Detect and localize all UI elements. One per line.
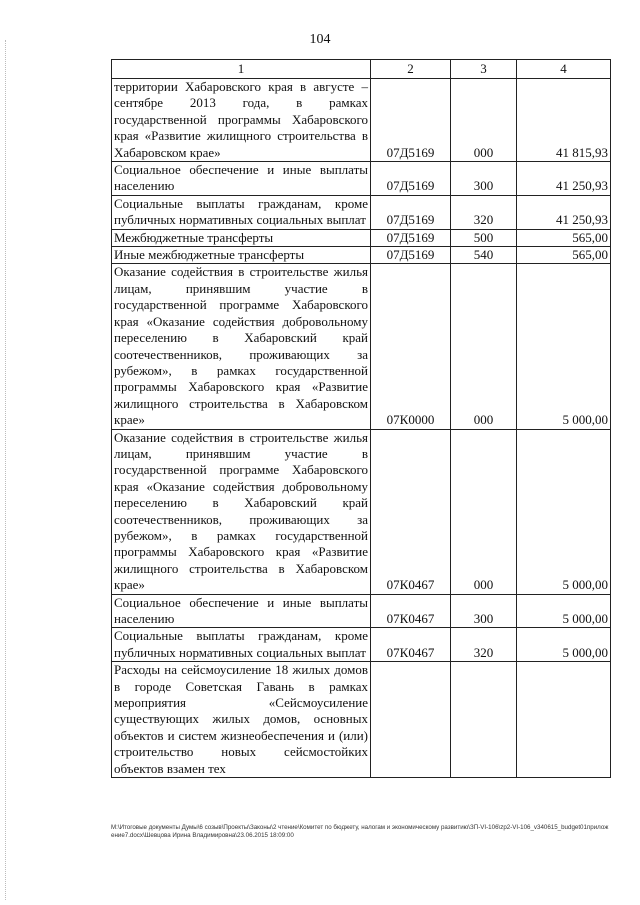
target-code: 07Д5169 (371, 229, 451, 246)
row-description: Социальные выплаты гражданам, кроме публичных нормативных социальных выплат (112, 628, 371, 662)
amount: 5 000,00 (517, 594, 611, 628)
row-description: Оказание содействия в строительстве жилья лицам, принявшим участие в государственной программе Хабаровского края «Оказание содействия добровольному переселению в Хабаровский край соотечественников, проживающих за рубежом», в рамках государственной программы Хабаровского края «Развитие жилищного строительства в Хабаровском крае» (112, 429, 371, 594)
amount: 5 000,00 (517, 264, 611, 429)
target-code: 07Д5169 (371, 79, 451, 162)
amount: 5 000,00 (517, 429, 611, 594)
table-row (112, 247, 611, 264)
table-row (112, 662, 611, 778)
amount: 41 815,93 (517, 79, 611, 162)
expense-type: 300 (451, 594, 517, 628)
column-header: 2 (371, 60, 451, 79)
expense-type: 000 (451, 79, 517, 162)
file-path-footer: M:\Итоговые документы Думы\6 созыв\Проекты\Законы\2 чтение\Комитет по бюджету, налогам и экономическому развитию\ЗП-VI-106\zp2-VI-106_v340615_budget01приложение7.docx\Шевцова Ирина Владимировна\23.06.2015 18:09:00 (111, 824, 609, 839)
row-description: Межбюджетные трансферты (112, 229, 371, 246)
table-header-row (112, 60, 611, 79)
column-header: 3 (451, 60, 517, 79)
target-code: 07К0467 (371, 594, 451, 628)
row-description: Социальное обеспечение и иные выплаты населению (112, 594, 371, 628)
row-description: Оказание содействия в строительстве жилья лицам, принявшим участие в государственной программе Хабаровского края «Оказание содействия добровольному переселению в Хабаровский край соотечественников, проживающих за рубежом», в рамках государственной программы Хабаровского края «Развитие жилищного строительства в Хабаровском крае» (112, 264, 371, 429)
amount: 565,00 (517, 247, 611, 264)
row-description: Расходы на сейсмоусиление 18 жилых домов в городе Советская Гавань в рамках мероприятия «Сейсмоусиление существующих жилых домов, основных объектов и систем жизнеобеспечения и (или) строительство новых сейсмостойких объектов взамен тех (112, 662, 371, 778)
budget-table (111, 59, 611, 778)
target-code: 07Д5169 (371, 247, 451, 264)
row-description: Социальные выплаты гражданам, кроме публичных нормативных социальных выплат (112, 195, 371, 229)
target-code: 07К0000 (371, 264, 451, 429)
expense-type: 320 (451, 195, 517, 229)
table-row (112, 264, 611, 429)
row-description: Иные межбюджетные трансферты (112, 247, 371, 264)
row-description: Социальное обеспечение и иные выплаты населению (112, 162, 371, 196)
amount: 5 000,00 (517, 628, 611, 662)
expense-type: 000 (451, 264, 517, 429)
table-row (112, 429, 611, 594)
target-code: 07Д5169 (371, 162, 451, 196)
target-code: 07К0467 (371, 628, 451, 662)
expense-type: 300 (451, 162, 517, 196)
table-row (112, 79, 611, 162)
table-row (112, 229, 611, 246)
expense-type (451, 662, 517, 778)
expense-type: 000 (451, 429, 517, 594)
amount: 41 250,93 (517, 162, 611, 196)
page-number: 104 (309, 32, 331, 47)
scan-margin-line (5, 40, 8, 900)
expense-type: 540 (451, 247, 517, 264)
column-header: 1 (112, 60, 371, 79)
target-code: 07Д5169 (371, 195, 451, 229)
table-row (112, 594, 611, 628)
amount: 565,00 (517, 229, 611, 246)
expense-type: 500 (451, 229, 517, 246)
expense-type: 320 (451, 628, 517, 662)
row-description: территории Хабаровского края в августе – сентябре 2013 года, в рамках государственной программы Хабаровского края «Развитие жилищного строительства в Хабаровском крае» (112, 79, 371, 162)
table-row (112, 628, 611, 662)
target-code (371, 662, 451, 778)
amount: 41 250,93 (517, 195, 611, 229)
table-row (112, 162, 611, 196)
table-row (112, 195, 611, 229)
target-code: 07К0467 (371, 429, 451, 594)
amount (517, 662, 611, 778)
column-header: 4 (517, 60, 611, 79)
